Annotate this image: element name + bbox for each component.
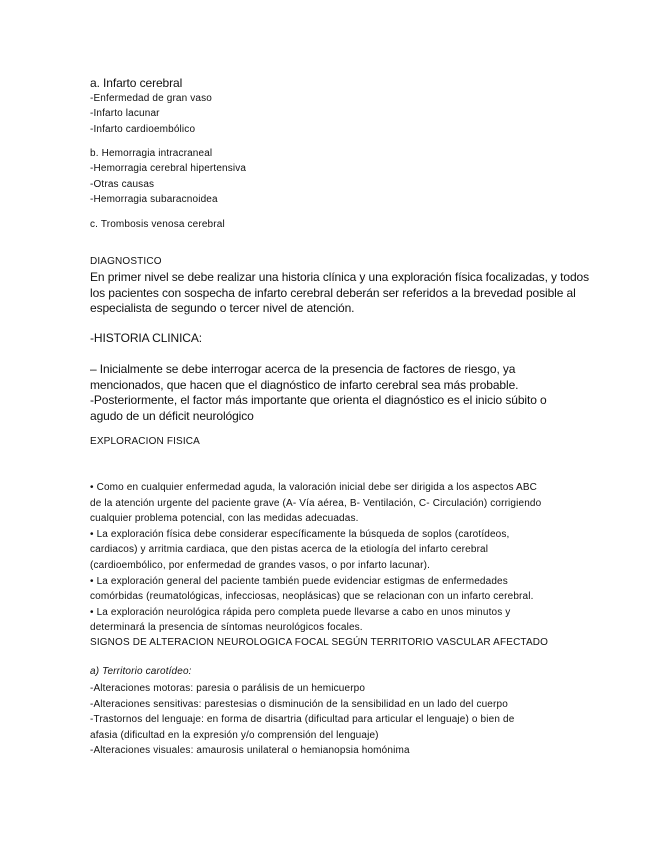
- list-item: -Hemorragia subaracnoidea: [90, 194, 218, 205]
- paragraph-line: • La exploración física debe considerar específicamente la búsqueda de soplos (carotídeos,: [90, 528, 510, 540]
- list-item: -Otras causas: [90, 179, 155, 190]
- paragraph-line: mencionados, que hacen que el diagnóstico de infarto cerebral sea más probable.: [90, 377, 519, 392]
- diagnostico-paragraph: [90, 270, 589, 317]
- paragraph-line: -Trastornos del lenguaje: en forma de disartria (dificultad para articular el lenguaje) o bien de: [90, 714, 515, 726]
- paragraph-line: especialista de segundo o tercer nivel de atención.: [90, 301, 355, 315]
- signos-heading: SIGNOS DE ALTERACION NEUROLOGICA FOCAL SEGÚN TERRITORIO VASCULAR AFECTADO: [90, 637, 549, 648]
- exploracion-paragraph: [90, 480, 541, 636]
- historia-paragraph: [90, 362, 547, 424]
- paragraph-line: -Posteriormente, el factor más importante que orienta el diagnóstico es el inicio súbito o: [90, 393, 547, 407]
- list-item: -Infarto cardioembólico: [90, 124, 196, 135]
- paragraph-line: (cardioembólico, por enfermedad de grandes vasos, o por infarto lacunar).: [90, 559, 431, 571]
- paragraph-line: cualquier problema potencial, con las medidas adecuadas.: [90, 513, 359, 525]
- paragraph-line: • La exploración general del paciente también puede evidenciar estigmas de enfermedades: [90, 575, 508, 587]
- paragraph-line: -Alteraciones motoras: paresia o parálisis de un hemicuerpo: [90, 683, 366, 694]
- paragraph-line: determinará la presencia de síntomas neurológicos focales.: [90, 622, 363, 634]
- paragraph-line: -Alteraciones visuales: amaurosis unilateral o hemianopsia homónima: [90, 745, 410, 757]
- signos-subheading: a) Territorio carotídeo:: [90, 666, 192, 677]
- paragraph-line: • La exploración neurológica rápida pero completa puede llevarse a cabo en unos minutos y: [90, 606, 511, 618]
- paragraph-line: cardiacos) y arritmia cardiaca, que den pistas acerca de la etiología del infarto cerebral: [90, 544, 489, 556]
- paragraph-line: los pacientes con sospecha de infarto cerebral deberán ser referidos a la brevedad posible al: [90, 285, 576, 300]
- list-item: -Hemorragia cerebral hipertensiva: [90, 163, 247, 174]
- diagnostico-heading: DIAGNOSTICO: [90, 256, 162, 267]
- paragraph-line: agudo de un déficit neurológico: [90, 408, 254, 423]
- paragraph-line: • Como en cualquier enfermedad aguda, la valoración inicial debe ser dirigida a los aspectos ABC: [90, 482, 538, 493]
- list-item: -Infarto lacunar: [90, 108, 160, 119]
- paragraph-line: comórbidas (reumatológicas, infecciosas, neoplásicas) que se relacionan con un infarto cerebral.: [90, 591, 534, 603]
- exploracion-heading: EXPLORACION FISICA: [90, 436, 200, 447]
- paragraph-line: afasia (dificultad en la expresión y/o comprensión del lenguaje): [90, 729, 379, 741]
- paragraph-line: -Alteraciones sensitivas: parestesias o disminución de la sensibilidad en un lado del cuerpo: [90, 698, 508, 710]
- historia-heading: -HISTORIA CLINICA:: [90, 331, 203, 345]
- section-b-heading: b. Hemorragia intracraneal: [90, 148, 213, 159]
- signos-paragraph: [90, 681, 514, 759]
- list-item: -Enfermedad de gran vaso: [90, 93, 213, 104]
- section-a-heading: a. Infarto cerebral: [90, 76, 183, 90]
- paragraph-line: En primer nivel se debe realizar una historia clínica y una exploración física focalizadas, y todos: [90, 270, 590, 284]
- paragraph-line: – Inicialmente se debe interrogar acerca de la presencia de factores de riesgo, ya: [90, 362, 516, 376]
- section-c-heading: c. Trombosis venosa cerebral: [90, 219, 225, 230]
- paragraph-line: de la atención urgente del paciente grave (A- Vía aérea, B- Ventilación, C- Circulación) corrigiendo: [90, 497, 542, 509]
